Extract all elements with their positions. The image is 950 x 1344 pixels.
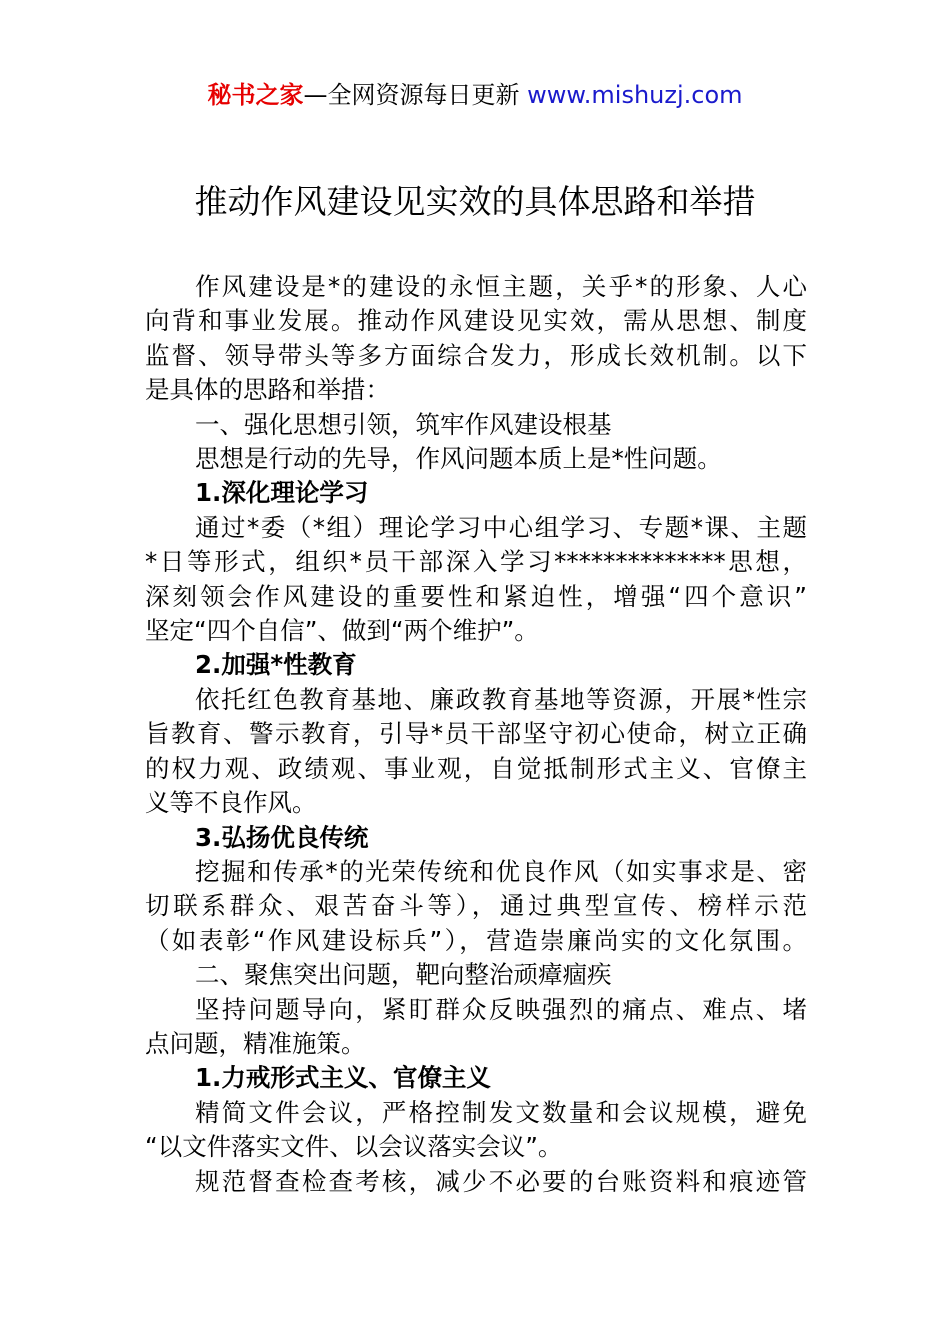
document-title: 推动作风建设见实效的具体思路和举措 bbox=[194, 182, 756, 221]
section-heading: 一、强化思想引领，筑牢作风建设根基 bbox=[195, 409, 612, 439]
body-line: 通过*委（*组）理论学习中心组学习、专题*课、主题 bbox=[195, 512, 807, 542]
body-line: 依托红色教育基地、廉政教育基地等资源，开展*性宗 bbox=[195, 684, 807, 714]
subsection-heading: 2.加强*性教育 bbox=[195, 650, 357, 680]
body-line: *日等形式，组织*员干部深入学习**************思想， bbox=[145, 547, 807, 577]
site-brand: 秘书之家 bbox=[207, 81, 304, 109]
subsection-heading: 1.力戒形式主义、官僚主义 bbox=[195, 1063, 491, 1093]
body-line: 是具体的思路和举措： bbox=[145, 375, 390, 405]
site-tagline: —全网资源每日更新 bbox=[303, 81, 520, 109]
body-line: 点问题，精准施策。 bbox=[145, 1028, 366, 1058]
site-url-link[interactable]: www.mishuzj.com bbox=[527, 81, 743, 109]
body-line: 思想是行动的先导，作风问题本质上是*性问题。 bbox=[195, 444, 722, 474]
body-line: 切联系群众、艰苦奋斗等），通过典型宣传、榜样示范 bbox=[145, 891, 807, 921]
subsection-heading: 3.弘扬优良传统 bbox=[195, 822, 369, 852]
body-line: 的权力观、政绩观、事业观，自觉抵制形式主义、官僚主 bbox=[145, 753, 807, 783]
body-line: （如表彰“作风建设标兵”），营造崇廉尚实的文化氛围。 bbox=[145, 925, 807, 955]
body-line: 深刻领会作风建设的重要性和紧迫性，增强“四个意识” bbox=[145, 581, 807, 611]
body-line: 精简文件会议，严格控制发文数量和会议规模，避免 bbox=[195, 1097, 807, 1127]
body-line: 义等不良作风。 bbox=[145, 788, 317, 818]
subsection-heading: 1.深化理论学习 bbox=[195, 478, 369, 508]
body-line: 坚持问题导向，紧盯群众反映强烈的痛点、难点、堵 bbox=[195, 994, 807, 1024]
body-line: 规范督查检查考核，减少不必要的台账资料和痕迹管 bbox=[195, 1166, 807, 1196]
body-line: 作风建设是*的建设的永恒主题，关乎*的形象、人心 bbox=[195, 272, 807, 301]
section-heading: 二、聚焦突出问题，靶向整治顽瘴痼疾 bbox=[195, 960, 612, 990]
body-line: 旨教育、警示教育，引导*员干部坚守初心使命，树立正确 bbox=[145, 719, 807, 749]
site-header bbox=[0, 78, 950, 112]
body-line: 挖掘和传承*的光荣传统和优良作风（如实事求是、密 bbox=[195, 856, 807, 886]
body-line: 坚定“四个自信”、做到“两个维护”。 bbox=[145, 616, 539, 646]
body-line: 向背和事业发展。推动作风建设见实效，需从思想、制度 bbox=[145, 306, 807, 336]
document-body bbox=[145, 270, 807, 1199]
body-line: “以文件落实文件、以会议落实会议”。 bbox=[145, 1132, 563, 1162]
body-line: 监督、领导带头等多方面综合发力，形成长效机制。以下 bbox=[145, 340, 807, 370]
